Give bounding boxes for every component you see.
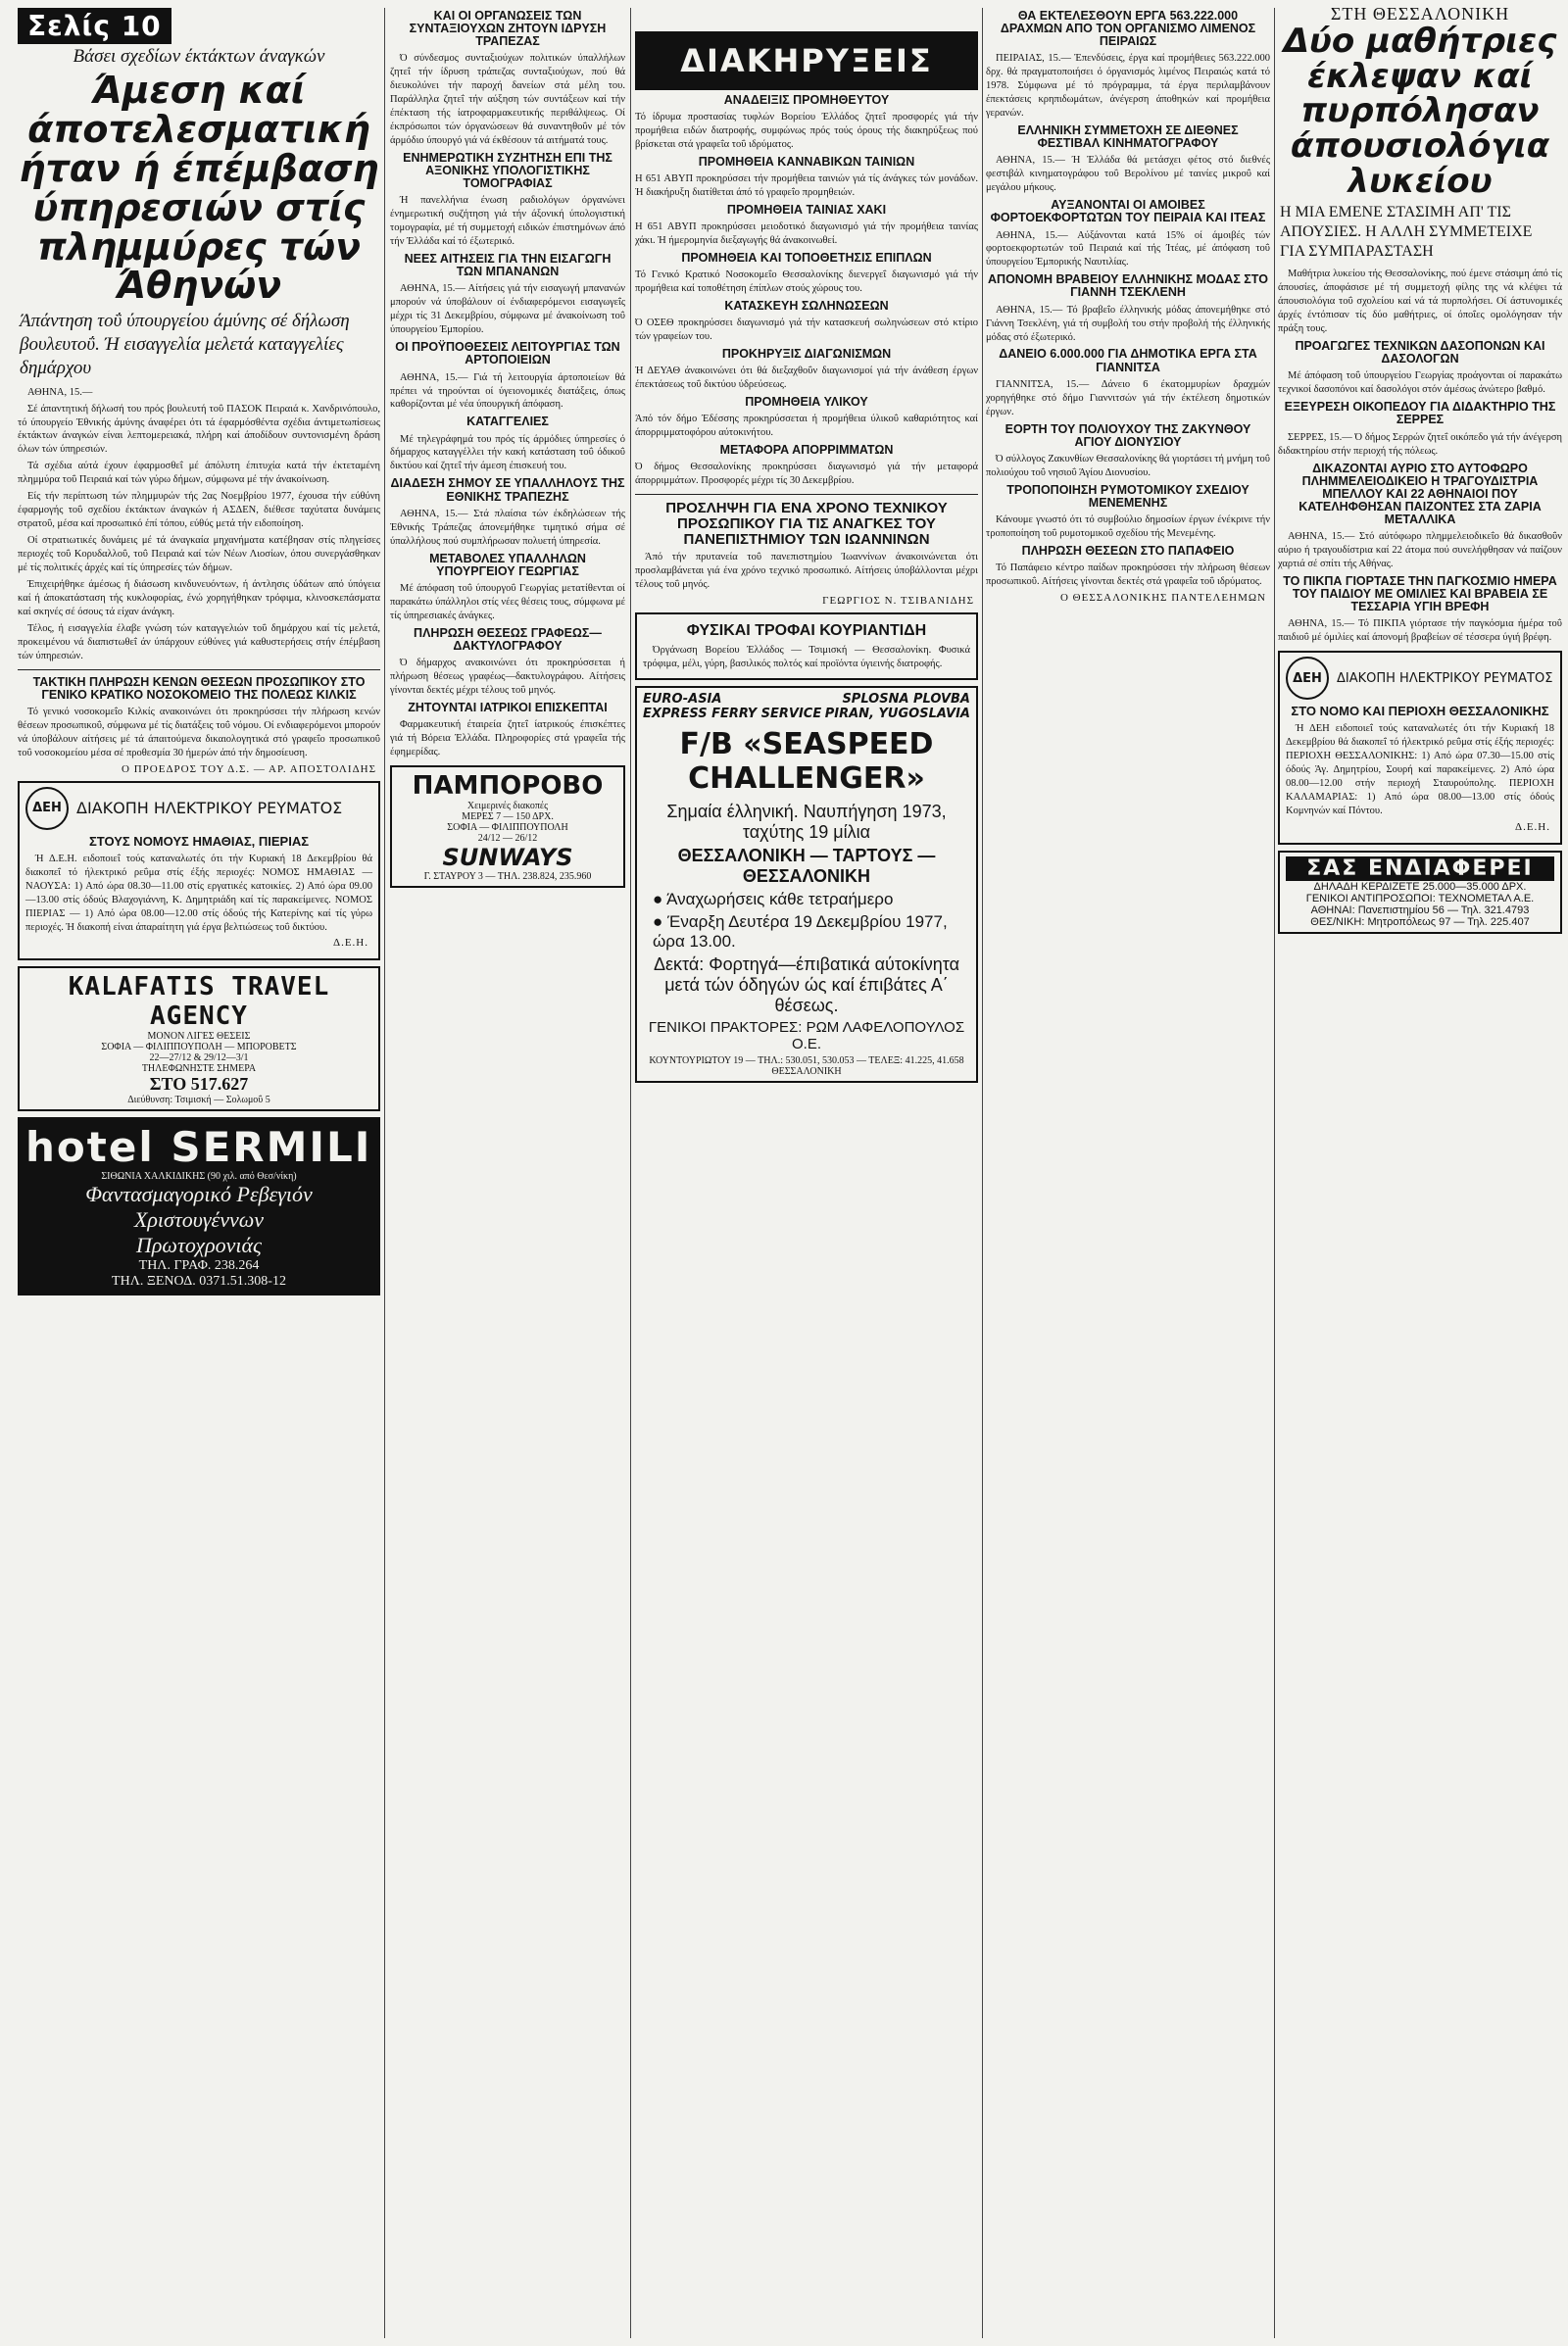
declaration-title: ΚΑΤΑΣΚΕΥΗ ΣΩΛΗΝΩΣΕΩΝ	[724, 299, 889, 314]
sas-line: ΔΗΛΑΔΗ ΚΕΡΔΙΖΕΤΕ 25.000—35.000 ΔΡΧ.	[1313, 880, 1527, 893]
column-2	[390, 0, 625, 2346]
hospital-headline: ΤΑΚΤΙΚΗ ΠΛΗΡΩΣΗ ΚΕΝΩΝ ΘΕΣΕΩΝ ΠΡΟΣΩΠΙΚΟΥ ΣΤΟ ΓΕΝΙΚΟ ΚΡΑΤΙΚΟ ΝΟΣΟΚΟΜΕΙΟ ΤΗΣ ΠΟΛΕΩΣ ΚΙΛΚΙΣ	[32, 674, 366, 702]
article-body	[986, 453, 1270, 480]
article-headline: ΕΟΡΤΗ ΤΟΥ ΠΟΛΙΟΥΧΟΥ ΤΗΣ ΖΑΚΥΝΘΟΥ ΑΓΙΟΥ ΔΙΟΝΥΣΙΟΥ	[1004, 421, 1251, 449]
kouriantidis-ad	[635, 612, 978, 680]
article-body	[1278, 431, 1562, 459]
ioannina-body	[635, 551, 978, 592]
dei-notice-signature: Δ.Ε.Η.	[333, 937, 368, 950]
column-1	[18, 0, 380, 2346]
article-headline: ΑΥΞΑΝΟΝΤΑΙ ΟΙ ΑΜΟΙΒΕΣ ΦΟΡΤΟΕΚΦΟΡΤΩΤΩΝ ΤΟΥ ΠΕΙΡΑΙΑ ΚΑΙ ΙΤΕΑΣ	[990, 198, 1266, 225]
sas-title: ΣΑΣ ΕΝΔΙΑΦΕΡΕΙ	[1286, 856, 1554, 881]
article-paragraph: Μέ άπόφαση τοΰ ύπουργείου Γεωργίας προάγονται οί παρακάτω τεχνικοί δασοπόνοι καί δασολόγοι στόν άμέσως άνώτερο βαθμό.	[1278, 370, 1562, 396]
sas-line: ΑΘΗΝΑΙ: Πανεπιστημίου 56 — Τηλ. 321.4793	[1310, 904, 1530, 916]
right-body	[1278, 268, 1562, 336]
article-body	[390, 194, 625, 249]
lead-paragraph: Έπιχειρήθηκε άμέσως ή διάσωση κινδυνευόντων, ή άντλησις ύδάτων από ύπόγεια καί ή άποκατάσταση τής κυκλοφορίας, ένώ χορηγήθηκαν τρόφιμα, κλινοσκεπάσματα καί σκηνές σέ όσους τά είχαν άνάγκη.	[18, 578, 380, 617]
article-headline: ΠΛΗΡΩΣΗ ΘΕΣΕΩΝ ΣΤΟ ΠΑΠΑΦΕΙΟ	[1021, 543, 1235, 558]
travel-line: ΜΟΝΟΝ ΛΙΓΕΣ ΘΕΣΕΙΣ	[147, 1031, 251, 1043]
hotel-phone: ΤΗΛ. ΓΡΑΦ. 238.264	[138, 1258, 260, 1274]
hospital-signature: Ο ΠΡΟΕΔΡΟΣ ΤΟΥ Δ.Σ. — ΑΡ. ΑΠΟΣΤΟΛΙΔΗΣ	[122, 762, 376, 775]
pamporovo-title: ΠΑΜΠΟΡΟΒΟ	[412, 770, 604, 801]
article-body	[986, 513, 1270, 541]
article-paragraph: ΑΘΗΝΑ, 15.— Αίτήσεις γιά τήν εισαγωγή μπανανών μπορούν νά ύποβάλουν οί ένδιαφερόμενοι εισαγωγεΐς μέχρι τίς 31 Δεκεμβρίου, σύμφωνα μέ άνακοίνωση τοΰ ύπουργείου Έμπορίου.	[390, 283, 625, 336]
lead-dateline: ΑΘΗΝΑ, 15.—	[27, 386, 93, 398]
hotel-line: Χριστουγέννων	[133, 1207, 265, 1233]
hotel-phone: ΤΗΛ. ΞΕΝΟΔ. 0371.51.308-12	[112, 1274, 286, 1290]
column-rule	[384, 8, 385, 2338]
ship-bullet: ● Έναρξη Δευτέρα 19 Δεκεμβρίου 1977, ώρα 13.00.	[653, 912, 948, 952]
ship-address: ΚΟΥΝΤΟΥΡΙΩΤΟΥ 19 — ΤΗΛ.: 530.051, 530.053 — ΤΕΛΕΞ: 41.225, 41.658 ΘΕΣΣΑΛΟΝΙΚΗ	[649, 1055, 964, 1078]
article-body	[390, 282, 625, 337]
article-headline: ΘΑ ΕΚΤΕΛΕΣΘΟΥΝ ΕΡΓΑ 563.222.000 ΔΡΑΧΜΩΝ ΑΠΟ ΤΟΝ ΟΡΓΑΝΙΣΜΟ ΛΙΜΕΝΟΣ ΠΕΙΡΑΙΩΣ	[1000, 9, 1256, 49]
right-paragraph: Μαθήτρια λυκείου τής Θεσσαλονίκης, πού έμενε στάσιμη άπό τίς άπουσίες, άποφάσισε μέ τή συμμετοχή φίλης της νά κλέψει τά άπουσιολόγια τοΰ σχολείου καί νά τά πυρπολήσει. Οί άστυνομικές άρχές έντόπισαν τίς δύο μαθήτριες, οί όποΐες ομολόγησαν τήν πράξη τους.	[1278, 269, 1562, 335]
ferry-operator-right: SPLOSNA PLOVBA	[842, 692, 970, 708]
article-headline: ΖΗΤΟΥΝΤΑΙ ΙΑΤΡΙΚΟΙ ΕΠΙΣΚΕΠΤΑΙ	[408, 700, 608, 714]
page-section-label: Σελίς 10	[18, 8, 172, 44]
lead-article-body	[18, 386, 380, 663]
lead-subhead: Άπάντηση τοΰ ύπουργείου άμύνης σέ δήλωση βουλευτοΰ. Ή εισαγγελία μελετά καταγγελίες δημάρχου	[20, 311, 350, 378]
article-paragraph: ΣΕΡΡΕΣ, 15.— Ό δήμος Σερρών ζητεΐ οικόπεδο γιά τήν άνέγερση διδακτηρίου στήν περιοχή τής πόλεως.	[1278, 431, 1562, 457]
article-paragraph: Τό Παπάφειο κέντρο παίδων προκηρύσσει τήν πλήρωση θέσεων προσωπικοΰ. Αίτήσεις γίνονται δεκτές στά γραφεΐα τοΰ ιδρύματος.	[986, 562, 1270, 587]
ship-bullet-text: Άναχωρήσεις κάθε τετραήμερο	[666, 890, 894, 909]
article-body	[1278, 530, 1562, 571]
article-headline: ΚΑΙ ΟΙ ΟΡΓΑΝΩΣΕΙΣ ΤΩΝ ΣΥΝΤΑΞΙΟΥΧΩΝ ΖΗΤΟΥΝ ΙΔΡΥΣΗ ΤΡΑΠΕΖΑΣ	[409, 9, 607, 49]
ferry-ad	[635, 686, 978, 1083]
pamporovo-ad	[390, 765, 625, 888]
lead-kicker: Βάσει σχεδίων έκτάκτων άναγκών	[73, 46, 325, 67]
article-headline: ΕΞΕΥΡΕΣΗ ΟΙΚΟΠΕΔΟΥ ΓΙΑ ΔΙΔΑΚΤΗΡΙΟ ΤΗΣ ΣΕΡΡΕΣ	[1284, 400, 1556, 427]
ship-accepts: Δεκτά: Φορτηγά—έπιβατικά αύτοκίνητα μετά τών όδηγών ώς καί έπιβάτες Α΄ θέσεως.	[653, 954, 960, 1016]
dei-notice-title: ΔΙΑΚΟΠΗ ΗΛΕΚΤΡΙΚΟΥ ΡΕΥΜΑΤΟΣ	[76, 799, 343, 818]
article-paragraph: ΑΘΗΝΑ, 15.— Τό βραβεΐο έλληνικής μόδας άπονεμήθηκε στό Γιάννη Τσεκλένη, γιά τή συμβολή του στήν προβολή τής έλληνικής μόδας στό έξωτερικό.	[986, 304, 1270, 343]
article-paragraph: ΓΙΑΝΝΙΤΣΑ, 15.— Δάνειο 6 έκατομμυρίων δραχμών χορηγήθηκε στό δήμο Γιαννιτσών γιά τήν έκτέλεση δημοτικών έργων.	[986, 378, 1270, 417]
ferry-service-right: PIRAN, YUGOSLAVIA	[824, 707, 970, 722]
article-paragraph: ΑΘΗΝΑ, 15.— Ή Έλλάδα θά μετάσχει φέτος στό διεθνές φεστιβάλ κινηματογράφου τοΰ Βερολίνου μέ ταινίες μικροΰ καί μεγάλου μήκους.	[986, 155, 1270, 194]
column-rule	[1274, 8, 1275, 2338]
article-body	[986, 229, 1270, 270]
right-kicker: ΣΤΗ ΘΕΣΣΑΛΟΝΙΚΗ	[1330, 4, 1510, 24]
article-body	[986, 154, 1270, 195]
lead-headline: Άμεση καί άποτελεσματική ήταν ή έπέμβαση ύπηρεσιών στίς πλημμύρες τών Άθηνών	[19, 69, 379, 308]
travel-agency-ad	[18, 966, 380, 1111]
article-headline: ΠΛΗΡΩΣΗ ΘΕΣΕΩΣ ΓΡΑΦΕΩΣ—ΔΑΚΤΥΛΟΓΡΑΦΟΥ	[414, 625, 602, 653]
ship-details: Σημαία έλληνική. Ναυπήγηση 1973, ταχύτης 19 μίλια	[666, 802, 947, 843]
dei-logo-icon: ΔΕΗ	[1286, 657, 1329, 700]
article-body	[390, 582, 625, 623]
divider	[18, 669, 380, 670]
declaration-title: ΜΕΤΑΦΟΡΑ ΑΠΟΡΡΙΜΜΑΤΩΝ	[719, 443, 894, 458]
ioannina-signature: ΓΕΩΡΓΙΟΣ Ν. ΤΣΙΒΑΝΙΔΗΣ	[822, 595, 974, 608]
article-headline: ΤΡΟΠΟΠΟΙΗΣΗ ΡΥΜΟΤΟΜΙΚΟΥ ΣΧΕΔΙΟΥ ΜΕΝΕΜΕΝΗΣ	[1006, 482, 1250, 510]
declarations-banner: ΔΙΑΚΗΡΥΞΕΙΣ	[635, 31, 978, 90]
article-headline: ΕΝΗΜΕΡΩΤΙΚΗ ΣΥΖΗΤΗΣΗ ΕΠΙ ΤΗΣ ΑΞΟΝΙΚΗΣ ΥΠΟΛΟΓΙΣΤΙΚΗΣ ΤΟΜΟΓΡΑΦΙΑΣ	[403, 151, 612, 191]
hotel-line: ΣΙΘΩΝΙΑ ΧΑΛΚΙΔΙΚΗΣ (90 χιλ. από Θεσ/νίκη)	[101, 1171, 297, 1183]
right-subhead: Η ΜΙΑ ΕΜΕΝΕ ΣΤΑΣΙΜΗ ΑΠ' ΤΙΣ ΑΠΟΥΣΙΕΣ. Η ΑΛΛΗ ΣΥΜΜΕΤΕΙΧΕ ΓΙΑ ΣΥΜΠΑΡΑΣΤΑΣΗ	[1280, 204, 1533, 261]
article-paragraph: Μέ άπόφαση τοΰ ύπουργοΰ Γεωργίας μετατίθενται οί παρακάτω ύπάλληλοι στίς νέες θέσεις τους, σύμφωνα μέ τίς ύπηρεσιακές άνάγκες.	[390, 582, 625, 621]
article-body	[986, 52, 1270, 121]
declaration-body: Η 651 ΑΒΥΠ προκηρύσσει τήν προμήθεια ταινιών γιά τίς άνάγκες τών μονάδων. Ή διακήρυξη διατίθεται άπό τό γραφεΐο προμηθειών.	[635, 173, 978, 199]
ship-bullet: ● Άναχωρήσεις κάθε τετραήμερο	[653, 890, 894, 909]
declaration-title: ΠΡΟΜΗΘΕΙΑ ΤΑΙΝΙΑΣ ΧΑΚΙ	[726, 203, 887, 218]
article-paragraph: Ό σύνδεσμος συνταξιούχων πολιτικών ύπαλλήλων ζητεΐ τήν ίδρυση τράπεζας συνταξιούχων, πού θά διευκολύνει τήν παροχή δανείων στά μέλη του. Παράλληλα ζητεΐ τήν αύξηση τών συντάξεων καί τήν έπέκταση τής ίατροφαρμακευτικής περιθάλψεως. Οί έκπρόσωποι τών όργανώσεων θά συναντηθοΰν μέ τόν άρμόδιο ύπουργό γιά νά έκθέσουν τά αιτήματά τους.	[390, 53, 625, 147]
travel-line: ΣΟΦΙΑ — ΦΙΛΙΠΠΟΥΠΟΛΗ — ΜΠΟΡΟΒΕΤΣ	[101, 1042, 297, 1053]
kouriantidis-paragraph: Όργάνωση Βορείου Έλλάδος — Τσιμισκή — Θεσσαλονίκη. Φυσικά τρόφιμα, μέλι, γύρη, βασιλικός πολτός καί προϊόντα ύγιεινής διατροφής.	[643, 645, 970, 670]
divider	[635, 494, 978, 495]
signature: Ο ΘΕΣΣΑΛΟΝΙΚΗΣ ΠΑΝΤΕΛΕΗΜΩΝ	[1059, 591, 1266, 604]
article-headline: ΑΠΟΝΟΜΗ ΒΡΑΒΕΙΟΥ ΕΛΛΗΝΙΚΗΣ ΜΟΔΑΣ ΣΤΟ ΓΙΑΝΝΗ ΤΣΕΚΛΕΝΗ	[988, 272, 1268, 300]
declaration-title: ΑΝΑΔΕΙΞΙΣ ΠΡΟΜΗΘΕΥΤΟΥ	[723, 93, 890, 107]
column-rule	[982, 8, 983, 2338]
declaration-body: Ό ΟΣΕΘ προκηρύσσει διαγωνισμό γιά τήν κατασκευή σωληνώσεων στό κτίριο τών γραφείων του.	[635, 318, 978, 343]
right-headline: Δύο μαθήτριες έκλεψαν καί πυρπόλησαν άπουσιολόγια λυκείου	[1283, 22, 1557, 201]
article-headline: ΚΑΤΑΓΓΕΛΙΕΣ	[466, 415, 549, 429]
dei-notice-body	[25, 853, 372, 935]
article-body	[390, 371, 625, 413]
column-rule	[630, 8, 631, 2338]
article-headline: ΜΕΤΑΒΟΛΕΣ ΥΠΑΛΛΗΛΩΝ ΥΠΟΥΡΓΕΙΟΥ ΓΕΩΡΓΙΑΣ	[429, 551, 586, 578]
article-body	[390, 508, 625, 549]
lead-paragraph: Τέλος, ή εισαγγελία έλαβε γνώση τών καταγγελιών τοΰ δημάρχου καί τίς μελετά, προκειμένου νά διαπιστωθεΐ άν ύπάρχουν εύθύνες γιά καθυστερήσεις στήν έπέμβαση τών ύπηρεσιών.	[18, 622, 380, 661]
article-headline: ΤΟ ΠΙΚΠΑ ΓΙΟΡΤΑΣΕ ΤΗΝ ΠΑΓΚΟΣΜΙΟ ΗΜΕΡΑ ΤΟΥ ΠΑΙΔΙΟΥ ΜΕ ΟΜΙΛΙΕΣ ΚΑΙ ΒΡΑΒΕΙΑ ΣΕ ΤΕΣΣΑΡΙΑ ΥΓΙΗ ΒΡΕΦΗ	[1283, 574, 1557, 614]
column-5	[1278, 0, 1562, 2346]
lead-paragraph: Οί στρατιωτικές δυνάμεις μέ τά άναγκαία μηχανήματα κατέβησαν στίς πληγείσες περιοχές τοΰ Κορυδαλλοΰ, τοΰ Πειραιά καί τών Νέων Λιοσίων, όπου συνεργάσθηκαν μέ τίς πολιτικές άρχές καί τίς ύπηρεσίες τών δήμων.	[18, 535, 380, 574]
hotel-name: hotel SERMILI	[25, 1123, 372, 1172]
article-headline: ΝΕΕΣ ΑΙΤΗΣΕΙΣ ΓΙΑ ΤΗΝ ΕΙΣΑΓΩΓΗ ΤΩΝ ΜΠΑΝΑΝΩΝ	[404, 252, 612, 279]
dei-notice-paragraph: Ή Δ.Ε.Η. ειδοποιεΐ τούς καταναλωτές ότι τήν Κυριακή 18 Δεκεμβρίου θά διακοπεΐ τό ήλεκτρικό ρεΰμα στίς έξής περιοχές: ΝΟΜΟΣ ΗΜΑΘΙΑΣ — ΝΑΟΥΣΑ: 1) Από ώρα 08.30—11.00 στίς εργατικές κατοικίες. 2) Από ώρα 09.00—13.00 στίς όδούς Βλαχογιάννη, Κ. Δημητριάδη καί τίς παρακείμενες. ΝΟΜΟΣ ΠΙΕΡΙΑΣ — 1) Από ώρα 08.00—12.00 στίς όδούς τής Κατερίνης καί τίς γύρω περιοχές. Ή διακοπή είναι άπαραίτητη γιά έργα βελτιώσεως τοΰ δικτύου.	[25, 853, 372, 933]
hotel-line: Πρωτοχρονιάς	[135, 1233, 262, 1258]
travel-line: ΤΗΛΕΦΩΝΗΣΤΕ ΣΗΜΕΡΑ	[141, 1063, 257, 1075]
pamporovo-line: ΣΟΦΙΑ — ΦΙΛΙΠΠΟΥΠΟΛΗ	[447, 821, 568, 833]
ship-agent: ΓΕΝΙΚΟΙ ΠΡΑΚΤΟΡΕΣ: ΡΩΜ ΛΑΦΕΛΟΠΟΥΛΟΣ Ο.Ε.	[648, 1019, 965, 1053]
declaration-title: ΠΡΟΜΗΘΕΙΑ ΚΑΙ ΤΟΠΟΘΕΤΗΣΙΣ ΕΠΙΠΛΩΝ	[681, 251, 932, 266]
article-paragraph: Ή πανελλήνια ένωση ραδιολόγων όργανώνει ένημερωτική συζήτηση γιά τήν άξονική ύπολογιστική τομογραφία, μέ τή συμμετοχή ειδικών έπιστημόνων άπό τήν Έλλάδα καί τό έξωτερικό.	[390, 195, 625, 248]
article-paragraph: Ό δήμαρχος ανακοινώνει ότι προκηρύσσεται ή πλήρωση θέσεως γραφέως—δακτυλογράφου. Αίτήσεις γίνονται δεκτές μέχρι τέλους τοΰ μηνός.	[390, 657, 625, 696]
article-body	[986, 304, 1270, 345]
pamporovo-line: 24/12 — 26/12	[477, 832, 538, 844]
travel-line: 22—27/12 & 29/12—3/1	[149, 1052, 249, 1064]
ferry-header-2	[643, 707, 970, 721]
article-paragraph: ΑΘΗΝΑ, 15.— Γιά τή λειτουργία άρτοποιείων θά πρέπει νά τηρούνται οί ύγειονομικές διατάξεις, όπως καθορίζονται μέ νέα ύπουργική άπόφαση.	[390, 371, 625, 411]
kouriantidis-title: ΦΥΣΙΚΑΙ ΤΡΟΦΑΙ ΚΟΥΡΙΑΝΤΙΔΗ	[686, 622, 927, 640]
article-paragraph: ΑΘΗΝΑ, 15.— Αύξάνονται κατά 15% οί άμοιβές τών φορτοεκφορτωτών τοΰ Πειραιά καί τής Ίτέας, μέ άπόφαση τοΰ ύπουργείου Έμπορικής Ναυτιλίας.	[986, 229, 1270, 269]
declaration-body: Ή ΔΕΥΑΘ άνακοινώνει ότι θά διεξαχθοΰν διαγωνισμοί γιά τήν άνάθεση έργων έπεκτάσεως τοΰ δικτύου ύδρεύσεως.	[635, 366, 978, 391]
dei-notice-paragraph: Ή ΔΕΗ ειδοποιεΐ τούς καταναλωτές ότι τήν Κυριακή 18 Δεκεμβρίου θά διακοπεΐ τό ήλεκτρικό ρεΰμα στίς έξής περιοχές: ΠΕΡΙΟΧΗ ΘΕΣΣΑΛΟΝΙΚΗΣ: 1) Από ώρα 07.30—15.00 στίς όδούς Άγ. Δημητρίου, Σουρή καί παρακείμενες. 2) Από ώρα 08.00—12.00 στήν περιοχή Σταυρούπολης. ΠΕΡΙΟΧΗ ΚΑΛΑΜΑΡΙΑΣ: 1) Από ώρα 08.00—13.00 στίς όδούς Κομνηνών καί Πόντου.	[1286, 723, 1554, 816]
ship-name: F/B «SEASPEED CHALLENGER»	[679, 727, 934, 797]
travel-phone: ΣΤΟ 517.627	[149, 1074, 249, 1095]
article-paragraph: Φαρμακευτική έταιρεία ζητεΐ ίατρικούς έπισκέπτες γιά τή Βόρεια Έλλάδα. Πληροφορίες στά γραφεΐα τής έφημερίδας.	[390, 718, 625, 758]
declaration-title: ΠΡΟΜΗΘΕΙΑ ΥΛΙΚΟΥ	[745, 395, 868, 410]
column-3	[635, 0, 978, 2346]
article-body	[390, 52, 625, 148]
article-paragraph: ΑΘΗΝΑ, 15.— Στό αύτόφωρο πλημμελειοδικεΐο θά δικασθοΰν αύριο ή τραγουδίστρια καί 22 άτομα πού συνελήφθησαν νά παίζουν χαρτιά σέ σπίτι τής Αθήνας.	[1278, 531, 1562, 570]
ferry-service-left: EXPRESS FERRY SERVICE	[643, 707, 822, 722]
ioannina-paragraph: Άπό τήν πρυτανεία τοΰ πανεπιστημίου Ίωαννίνων άνακοινώνεται ότι προσλαμβάνεται γιά ένα χρόνο τεχνικό προσωπικό. Αίτήσεις ύποβάλλονται μέχρι τέλους τοΰ μηνός.	[635, 552, 978, 591]
article-body	[390, 433, 625, 474]
dei-notice-title: ΔΙΑΚΟΠΗ ΗΛΕΚΤΡΙΚΟΥ ΡΕΥΜΑΤΟΣ	[1337, 670, 1553, 686]
article-paragraph: Μέ τηλεγράφημά του πρός τίς άρμόδιες ύπηρεσίες ό δήμαρχος καταγγέλλει τήν κακή κατάσταση τοΰ όδικοΰ δικτύου καί ζητεΐ τήν άμεση έπισκευή του.	[390, 433, 625, 472]
ship-route: ΘΕΣΣΑΛΟΝΙΚΗ — ΤΑΡΤΟΥΣ — ΘΕΣΣΑΛΟΝΙΚΗ	[677, 846, 936, 887]
article-headline: ΠΡΟΑΓΩΓΕΣ ΤΕΧΝΙΚΩΝ ΔΑΣΟΠΟΝΩΝ ΚΑΙ ΔΑΣΟΛΟΓΩΝ	[1295, 339, 1545, 367]
declaration-body: Τό Γενικό Κρατικό Νοσοκομεΐο Θεσσαλονίκης διενεργεΐ διαγωνισμό γιά τήν προμήθεια καί τοποθέτηση έπίπλων στούς χώρους του.	[635, 269, 978, 295]
sunways-logo: SUNWAYS	[442, 843, 573, 871]
pamporovo-line: ΜΕΡΕΣ 7 — 150 ΔΡΧ.	[462, 810, 554, 822]
declaration-body: Τό ίδρυμα προστασίας τυφλών Βορείου Έλλάδος ζητεΐ προσφορές γιά τήν προμήθεια ειδών διατροφής, συμφώνως πρός τούς όρους τής διακηρύξεως πού βρίσκεται στά γραφεΐα τοΰ ιδρύματος.	[635, 112, 978, 151]
declaration-title: ΠΡΟΜΗΘΕΙΑ ΚΑΝΝΑΒΙΚΩΝ ΤΑΙΝΙΩΝ	[698, 154, 915, 169]
dei-notice-subtitle: ΣΤΟ ΝΟΜΟ ΚΑΙ ΠΕΡΙΟΧΗ ΘΕΣΣΑΛΟΝΙΚΗΣ	[1291, 704, 1549, 719]
hospital-body	[18, 706, 380, 760]
article-paragraph: ΑΘΗΝΑ, 15.— Στά πλαίσια τών έκδηλώσεων τής Έθνικής Τράπεζας άπονεμήθηκε τιμητικό σήμα σέ ύπαλλήλους πού συμπλήρωσαν πολυετή ύπηρεσία.	[390, 508, 625, 547]
kouriantidis-body	[643, 644, 970, 671]
dei-notice-ad	[18, 781, 380, 961]
article-paragraph: Ό σύλλογος Ζακυνθίων Θεσσαλονίκης θά γιορτάσει τή μνήμη τοΰ πολιούχου τοΰ νησιοΰ Άγίου Διονυσίου.	[986, 453, 1270, 478]
ferry-header	[643, 692, 970, 707]
dei-notice-ad-2	[1278, 651, 1562, 845]
article-paragraph: ΠΕΙΡΑΙΑΣ, 15.— Έπενδύσεις, έργα καί προμήθειες 563.222.000 δρχ. θά πραγματοποιήσει ό όργανισμός λιμένος Πειραιώς κατά τό 1978. Σύμφωνα μέ τό πρόγραμμα, τά έργα περιλαμβάνουν έπεκτάσεις κρηπιδωμάτων, άνέγερση άποθηκών καί προμήθεια γερανών.	[986, 53, 1270, 120]
declaration-body: Η 651 ΑΒΥΠ προκηρύσσει μειοδοτικό διαγωνισμό γιά τήν προμήθεια ταινίας χάκι. Ή ήμερομηνία διεξαγωγής θά άνακοινωθεί.	[635, 221, 978, 247]
travel-agency-name: KALAFATIS TRAVEL AGENCY	[68, 972, 330, 1032]
article-headline: ΕΛΛΗΝΙΚΗ ΣΥΜΜΕΤΟΧΗ ΣΕ ΔΙΕΘΝΕΣ ΦΕΣΤΙΒΑΛ ΚΙΝΗΜΑΤΟΓΡΑΦΟΥ	[1017, 123, 1239, 151]
declarations-list	[635, 94, 978, 488]
article-headline: ΔΑΝΕΙΟ 6.000.000 ΓΙΑ ΔΗΜΟΤΙΚΑ ΕΡΓΑ ΣΤΑ ΓΙΑΝΝΙΤΣΑ	[999, 347, 1257, 374]
article-body	[390, 657, 625, 698]
lead-paragraph: Τά σχέδια αύτά έχουν έφαρμοσθεΐ μέ άπόλυτη έπιτυχία κατά τήν έκτεταμένη πλημμύρα τοΰ Πειραιά καί τών γύρω δήμων, σύμφωνα μέ τήν άνακοίνωση.	[18, 461, 380, 486]
article-body	[986, 562, 1270, 589]
ferry-operator-left: EURO-ASIA	[643, 692, 722, 708]
dei-notice-body	[1286, 722, 1554, 818]
article-body	[390, 718, 625, 759]
article-paragraph: Κάνουμε γνωστό ότι τό συμβούλιο δημοσίων έργων ένέκρινε τήν τροποποίηση τοΰ ρυμοτομικοΰ σχεδίου τής Μενεμένης.	[986, 513, 1270, 539]
declaration-title: ΠΡΟΚΗΡΥΞΙΣ ΔΙΑΓΩΝΙΣΜΩΝ	[721, 347, 892, 362]
dei-notice-subtitle: ΣΤΟΥΣ ΝΟΜΟΥΣ ΗΜΑΘΙΑΣ, ΠΙΕΡΙΑΣ	[88, 833, 310, 849]
travel-address: Διεύθυνση: Τσιμισκή — Σολωμοΰ 5	[127, 1095, 270, 1106]
article-headline: ΟΙ ΠΡΟΫΠΟΘΕΣΕΙΣ ΛΕΙΤΟΥΡΓΙΑΣ ΤΩΝ ΑΡΤΟΠΟΙΕΙΩΝ	[395, 340, 620, 367]
pamporovo-line: Χειμερινές διακοπές	[466, 800, 549, 811]
column-4	[986, 0, 1270, 2346]
declaration-body: Ό δήμος Θεσσαλονίκης προκηρύσσει διαγωνισμό γιά τήν μεταφορά άπορριμμάτων. Προσφορές μέχρι τίς 30 Δεκεμβρίου.	[635, 462, 978, 487]
hotel-sermili-ad	[18, 1117, 380, 1295]
article-paragraph: ΑΘΗΝΑ, 15.— Τό ΠΙΚΠΑ γιόρτασε τήν παγκόσμια ήμέρα τοΰ παιδιοΰ μέ όμιλίες καί άπονομή βραβείων σέ τέσσερα ύγιή βρέφη.	[1278, 618, 1562, 644]
ioannina-headline: ΠΡΟΣΛΗΨΗ ΓΙΑ ΕΝΑ ΧΡΟΝΟ ΤΕΧΝΙΚΟΥ ΠΡΟΣΩΠΙΚΟΥ ΓΙΑ ΤΙΣ ΑΝΑΓΚΕΣ ΤΟΥ ΠΑΝΕΠΙΣΤΗΜΙΟΥ ΤΩΝ ΙΩΑΝΝΙΝΩΝ	[665, 500, 948, 548]
article-headline: ΔΙΚΑΖΟΝΤΑΙ ΑΥΡΙΟ ΣΤΟ ΑΥΤΟΦΩΡΟ ΠΛΗΜΜΕΛΕΙΟΔΙΚΕΙΟ Η ΤΡΑΓΟΥΔΙΣΤΡΙΑ ΜΠΕΛΛΟΥ ΚΑΙ 22 ΑΘΗΝΑΙΟΙ ΠΟΥ ΚΑΤΕΛΗΦΘΗΣΑΝ ΠΑΙΖΟΝΤΕΣ ΣΤΑ ΖΑΡΙΑ ΜΕΤΑΛΛΙΚΑ	[1298, 461, 1542, 527]
article-headline: ΔΙΑΔΕΣΗ ΣΗΜΟΥ ΣΕ ΥΠΑΛΛΗΛΟΥΣ ΤΗΣ ΕΘΝΙΚΗΣ ΤΡΑΠΕΖΗΣ	[390, 476, 625, 504]
article-body	[1278, 617, 1562, 645]
dei-notice-signature: Δ.Ε.Η.	[1515, 820, 1550, 833]
hospital-paragraph: Τό γενικό νοσοκομεΐο Κιλκίς ανακοινώνει ότι προκηρύσσει τήν πλήρωση κενών θέσεων προσωπικοΰ, σύμφωνα μέ τίς διατάξεις τοΰ νόμου. Οί ενδιαφερόμενοι μπορούν νά ύποβάλουν αίτήσεις μέ τά άπαιτούμενα δικαιολογητικά στό γραφεΐο προσωπικοΰ τοΰ νοσοκομείου μέσα σέ προθεσμία 30 ήμερών άπό τήν δημοσίευση.	[18, 706, 380, 758]
lead-paragraph: Σέ άπαντητική δήλωσή του πρός βουλευτή τοΰ ΠΑΣΟΚ Πειραιά κ. Χανδρινόπουλο, τό ύπουργείο Έθνικής άμύνης άναφέρει ότι τά έφαρμόσθέντα σχέδια άντιμετωπίσεως έκτάκτων άναγκών είναι λεπτομερειακά, πλήρη καί άποδίδουν συντονισμένη δράση όλων τών ύπηρεσιών.	[18, 403, 380, 456]
sas-endiaferei-ad	[1278, 851, 1562, 934]
hotel-line: Φαντασμαγορικό Ρεβεγιόν	[85, 1182, 313, 1207]
sas-line: ΘΕΣ/ΝΙΚΗ: Μητροπόλεως 97 — Τηλ. 225.407	[1310, 915, 1530, 928]
article-body	[986, 378, 1270, 419]
declaration-body: Άπό τόν δήμο Έδέσσης προκηρύσσεται ή προμήθεια ύλικοΰ καθαριότητος καί άπορριμματοφόρου αύτοκινήτου.	[635, 414, 978, 439]
ship-bullet-text: Έναρξη Δευτέρα 19 Δεκεμβρίου 1977, ώρα 13.00.	[653, 912, 948, 952]
article-body	[1278, 369, 1562, 397]
lead-paragraph: Είς τήν περίπτωση τών πλημμυρών τής 2ας Νοεμβρίου 1977, έχουσα τήν εύθύνη έφαρμογής τοΰ σχεδίου έκτάκτων άναγκών ή ΑΣΔΕΝ, διέθεσε ταχύτατα δυνάμεις στρατοΰ, μέσα καί προσωπικό έπί τόπου, εύθύς μετά τήν ειδοποίηση.	[18, 491, 380, 530]
dei-logo-icon: ΔΕΗ	[25, 787, 69, 830]
sunways-address: Γ. ΣΤΑΥΡΟΥ 3 — ΤΗΛ. 238.824, 235.960	[423, 870, 592, 882]
sas-line: ΓΕΝΙΚΟΙ ΑΝΤΙΠΡΟΣΩΠΟΙ: ΤΕΧΝΟΜΕΤΑΛ Α.Ε.	[1305, 892, 1535, 904]
